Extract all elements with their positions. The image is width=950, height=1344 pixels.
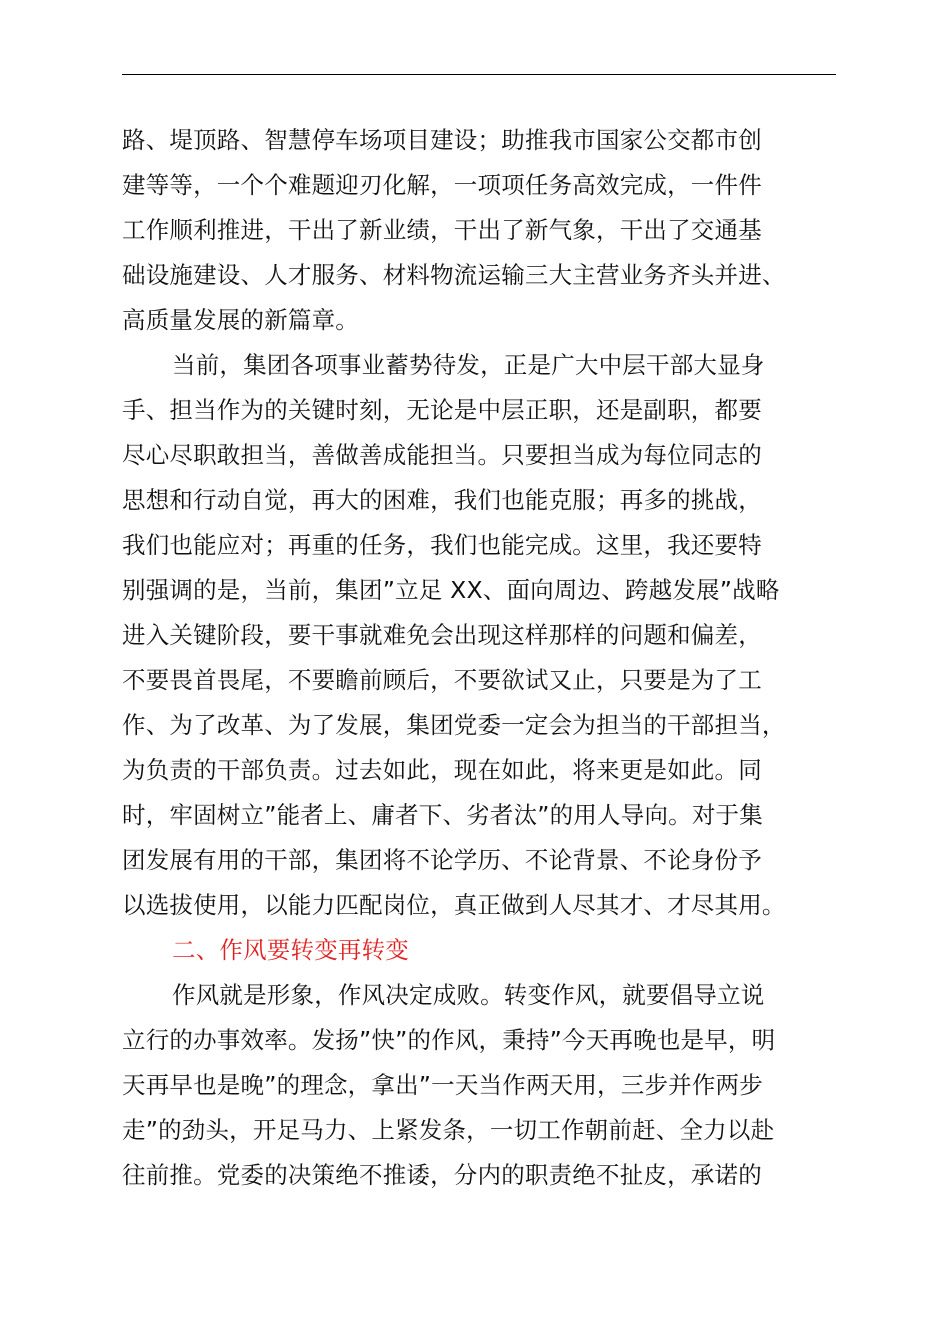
header-rule bbox=[122, 74, 836, 75]
section-heading: 二、作风要转变再转变 bbox=[172, 936, 409, 964]
text-line: 高质量发展的新篇章。 bbox=[122, 306, 359, 334]
body-text bbox=[122, 118, 838, 1198]
text-line: 时，牢固树立”能者上、庸者下、劣者汰”的用人导向。对于集 bbox=[122, 801, 763, 829]
text-line: 别强调的是，当前，集团”立足 XX、面向周边、跨越发展”战略 bbox=[122, 576, 780, 604]
text-line: 作、为了改革、为了发展，集团党委一定会为担当的干部担当， bbox=[122, 711, 786, 739]
text-line: 路、堤顶路、智慧停车场项目建设；助推我市国家公交都市创 bbox=[122, 126, 762, 154]
text-line: 尽心尽职敢担当，善做善成能担当。只要担当成为每位同志的 bbox=[122, 441, 762, 469]
text-line: 立行的办事效率。发扬”快”的作风，秉持”今天再晚也是早，明 bbox=[122, 1026, 776, 1054]
text-line: 不要畏首畏尾，不要瞻前顾后，不要欲试又止，只要是为了工 bbox=[122, 666, 762, 694]
text-line: 础设施建设、人才服务、材料物流运输三大主营业务齐头并进、 bbox=[122, 261, 786, 289]
text-line: 工作顺利推进，干出了新业绩，干出了新气象，干出了交通基 bbox=[122, 216, 762, 244]
text-line: 团发展有用的干部，集团将不论学历、不论背景、不论身份予 bbox=[122, 846, 762, 874]
text-line: 以选拔使用，以能力匹配岗位，真正做到人尽其才、才尽其用。 bbox=[122, 891, 786, 919]
text-line: 思想和行动自觉，再大的困难，我们也能克服；再多的挑战， bbox=[122, 486, 762, 514]
text-line: 为负责的干部负责。过去如此，现在如此，将来更是如此。同 bbox=[122, 756, 762, 784]
text-line: 进入关键阶段，要干事就难免会出现这样那样的问题和偏差， bbox=[122, 621, 762, 649]
text-line: 往前推。党委的决策绝不推诿，分内的职责绝不扯皮，承诺的 bbox=[122, 1161, 762, 1189]
text-line: 建等等，一个个难题迎刃化解，一项项任务高效完成，一件件 bbox=[122, 171, 762, 199]
text-line: 我们也能应对；再重的任务，我们也能完成。这里，我还要特 bbox=[122, 531, 762, 559]
paragraph-start-line: 作风就是形象，作风决定成败。转变作风，就要倡导立说 bbox=[172, 981, 765, 1009]
text-line: 走”的劲头，开足马力、上紧发条，一切工作朝前赶、全力以赴 bbox=[122, 1116, 775, 1144]
text-line: 天再早也是晚”的理念，拿出”一天当作两天用，三步并作两步 bbox=[122, 1071, 763, 1099]
text-line: 手、担当作为的关键时刻，无论是中层正职，还是副职，都要 bbox=[122, 396, 762, 424]
paragraph-start-line: 当前，集团各项事业蓄势待发，正是广大中层干部大显身 bbox=[172, 351, 765, 379]
